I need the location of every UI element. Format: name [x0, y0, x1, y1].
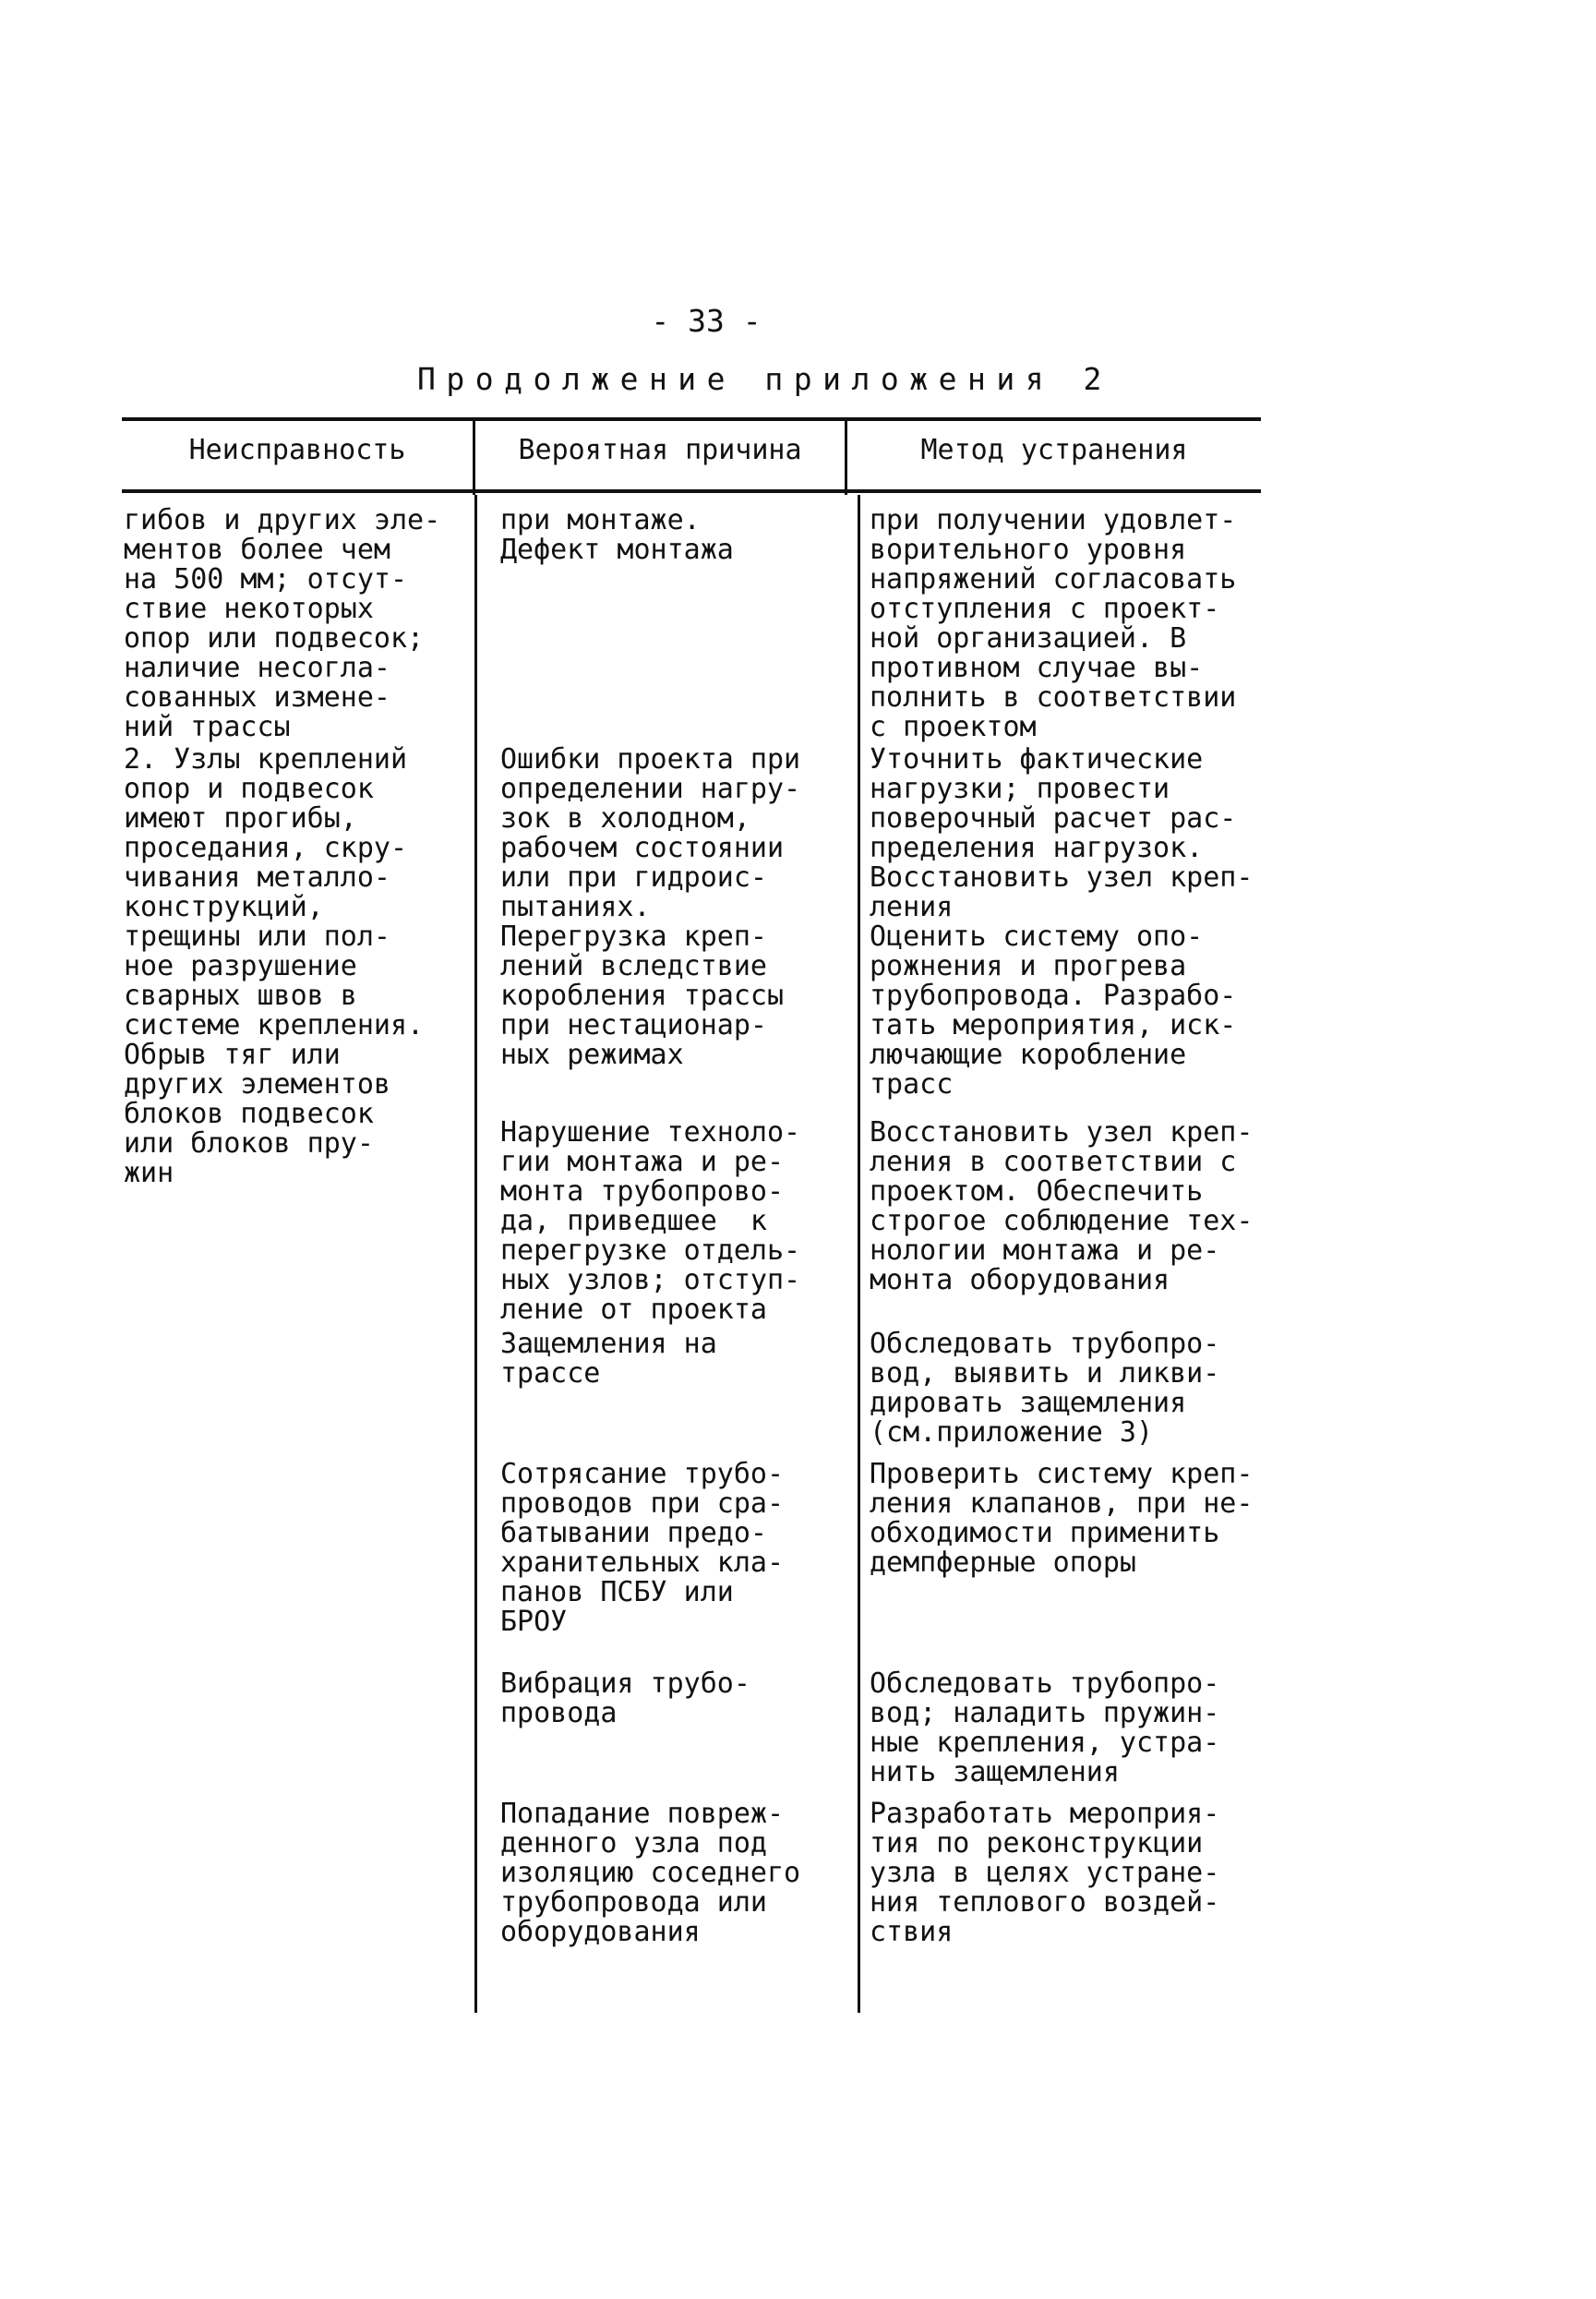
remedy-cell: при получении удовлет- ворительного уровня напряжений согласовать отступления с проект- ной организацией. В противном случае вы- полнить в соответствии с проектом — [870, 504, 1237, 743]
continuation-title: Продолжение приложения 2 — [417, 361, 1112, 397]
fault-table — [122, 417, 1261, 2013]
remedy-cell: Уточнить фактические нагрузки; провести поверочный расчет рас- пределения нагрузок. Восстановить узел креп- ления Оценить систему опо- рожнения и прогрева трубопровода. Разрабо- тать мероприятия, иск- лючающие коробление трасс — [870, 743, 1254, 1101]
cause-cell: Вибрация трубо- провода — [500, 1667, 750, 1729]
header-remedy: Метод устранения — [920, 434, 1188, 466]
page-number: - 33 - — [651, 303, 762, 339]
cause-cell: Сотрясание трубо- проводов при сра- батывании предо- хранительных кла- панов ПСБУ или БРОУ — [500, 1458, 785, 1638]
cause-cell: при монтаже. Дефект монтажа — [500, 504, 734, 566]
fault-cell: гибов и других эле- ментов более чем на 500 мм; отсут- ствие некоторых опор или подвесок; наличие несогла- сованных измене- ний трассы — [124, 504, 441, 743]
remedy-cell: Восстановить узел креп- ления в соответствии с проектом. Обеспечить строгое соблюдение тех- нологии монтажа и ре- монта оборудования — [870, 1116, 1254, 1296]
remedy-cell: Разработать мероприя- тия по реконструкции узла в целях устране- ния теплового воздей- ствия — [870, 1798, 1220, 1948]
cause-cell: Ошибки проекта при определении нагру- зок в холодном, рабочем состоянии или при гидроис- пытаниях. Перегрузка креп- лений вследствие коробления трассы при нестационар- ных режимах — [500, 743, 801, 1071]
column-divider-2 — [858, 495, 860, 2013]
cause-cell: Нарушение техноло- гии монтажа и ре- монта трубопрово- да, приведшее к перегрузке отдель- ных узлов; отступ- ление от проекта — [500, 1116, 801, 1326]
column-divider-1 — [474, 495, 477, 2013]
remedy-cell: Обследовать трубопро- вод, выявить и ликви- дировать защемления (см.приложение 3) — [870, 1328, 1220, 1449]
cause-cell: Защемления на трассе — [500, 1328, 717, 1390]
cause-cell: Попадание повреж- денного узла под изоляцию соседнего трубопровода или оборудования — [500, 1798, 801, 1948]
table-top-rule — [122, 417, 1261, 421]
remedy-cell: Проверить систему креп- ления клапанов, при не- обходимости применить демпферные опоры — [870, 1458, 1254, 1579]
fault-cell: 2. Узлы креплений опор и подвесок имеют прогибы, проседания, скру- чивания металло- конструкций, трещины или пол- ное разрушение сварных швов в системе крепления. Обрыв тяг или других элементов блоков подвесок или блоков пру- жин — [124, 743, 425, 1189]
remedy-cell: Обследовать трубопро- вод; наладить пружин- ные крепления, устра- нить защемления — [870, 1667, 1220, 1788]
table-header-rule — [122, 489, 1261, 493]
header-cause: Вероятная причина — [518, 434, 802, 466]
header-fault: Неисправность — [188, 434, 406, 466]
